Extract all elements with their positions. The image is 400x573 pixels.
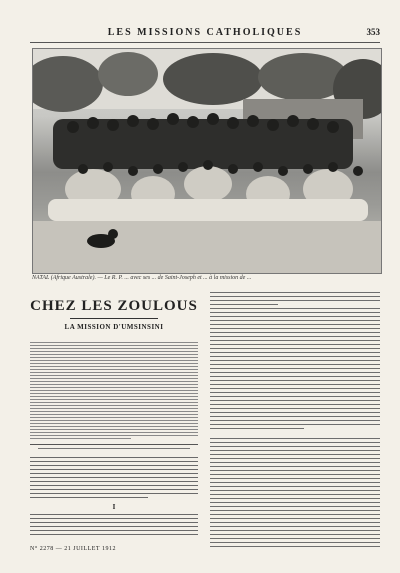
group-photograph (32, 48, 382, 274)
photo-caption: NATAL (Afrique Australe). — Le R. P. ... avec ses ... de Saint-Joseph et ... à la mission de ... (32, 275, 252, 281)
intro-paragraph (30, 342, 198, 441)
header-title: LES MISSIONS CATHOLIQUES (107, 27, 303, 38)
section-heading (30, 444, 198, 452)
left-column (30, 290, 198, 558)
article-subtitle: LA MISSION D'UMSINSINI (64, 323, 164, 331)
right-paragraph-2 (210, 438, 380, 550)
page-number: 353 (366, 27, 380, 37)
page-footer: N° 2278 — 21 JUILLET 1912 (30, 546, 116, 552)
photograph-scene-icon (33, 49, 381, 273)
article-title: CHEZ LES ZOULOUS (30, 298, 198, 314)
body-paragraph-2 (30, 514, 198, 538)
title-rule (70, 318, 158, 319)
right-paragraph-1 (210, 292, 380, 432)
right-column (210, 290, 380, 558)
body-paragraph (30, 457, 198, 501)
roman-numeral: I (112, 503, 116, 511)
page-header (30, 26, 380, 43)
